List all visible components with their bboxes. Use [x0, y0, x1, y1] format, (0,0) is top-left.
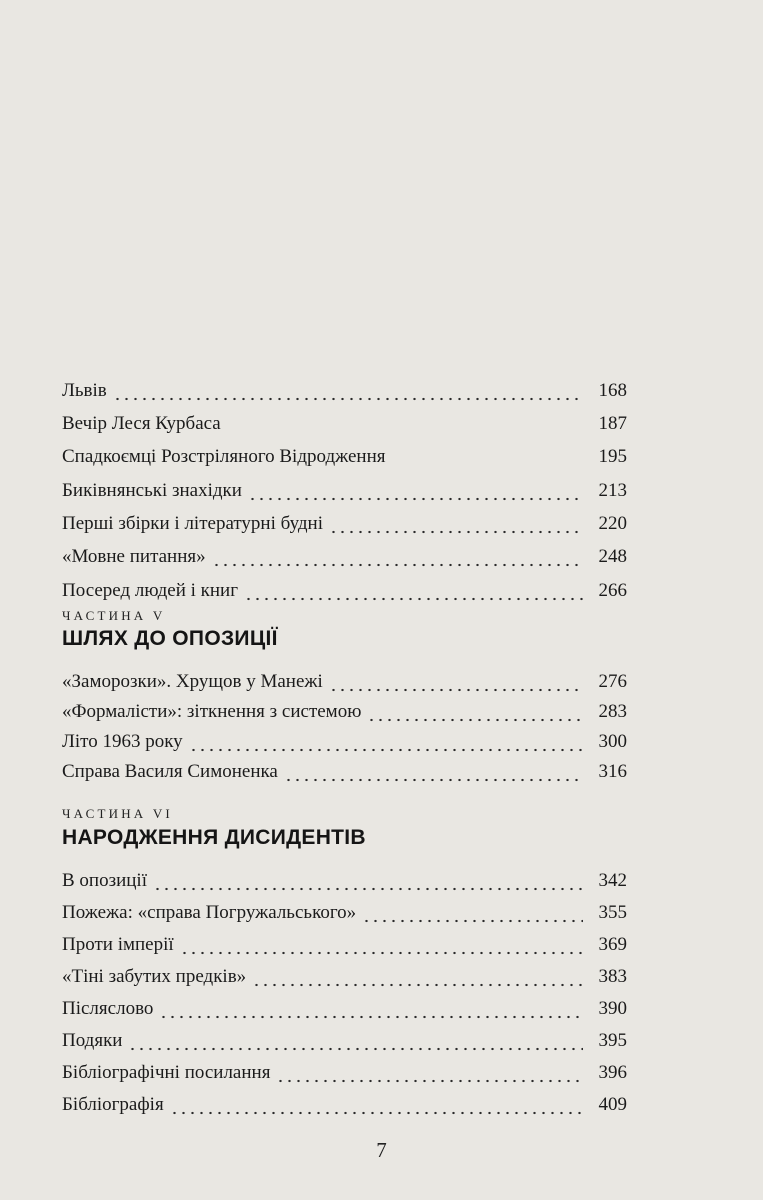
toc-entry-title: Спадкоємці Розстріляного Відродження [62, 446, 386, 467]
toc-entry [62, 538, 627, 568]
dot-leader [159, 998, 583, 1020]
toc-entry-page: 187 [598, 413, 627, 434]
toc-entry [62, 894, 627, 924]
toc-entry-page: 355 [598, 902, 627, 923]
toc-entry-title: «Тіні забутих предків» [62, 966, 247, 987]
toc-entry [62, 572, 627, 602]
dot-leader [367, 701, 583, 723]
toc-entry-title: Посеред людей і книг [62, 580, 239, 601]
toc-entry-title: Львів [62, 380, 107, 401]
part-title: НАРОДЖЕННЯ ДИСИДЕНТІВ [62, 826, 366, 849]
toc-entry-page: 276 [598, 671, 627, 692]
toc-entry-page: 390 [598, 998, 627, 1019]
toc-entry-page: 396 [598, 1062, 627, 1083]
dot-leader [189, 731, 583, 753]
toc-entry-title: Пожежа: «справа Погружальського» [62, 902, 357, 923]
toc-entry [62, 862, 627, 892]
dot-leader [170, 1094, 583, 1116]
toc-entry-title: Післяслово [62, 998, 154, 1019]
toc-entry [62, 505, 627, 535]
toc-entry-title: Биківнянські знахідки [62, 480, 242, 501]
toc-entry-page: 409 [598, 1094, 627, 1115]
toc-entry-title: «Мовне питання» [62, 546, 206, 567]
toc-entry [62, 753, 627, 783]
dot-leader [276, 1062, 583, 1084]
dot-leader [227, 413, 583, 435]
toc-entry [62, 958, 627, 988]
toc-entry [62, 372, 627, 402]
toc-entry-title: В опозиції [62, 870, 147, 891]
toc-entry-title: Літо 1963 року [62, 731, 183, 752]
toc-entry [62, 1022, 627, 1052]
dot-leader [362, 902, 583, 924]
dot-leader [329, 513, 583, 535]
dot-leader [284, 761, 583, 783]
toc-entry-title: «Заморозки». Хрущов у Манежі [62, 671, 323, 692]
part-label: ЧАСТИНА VI [62, 806, 173, 821]
toc-entry-page: 342 [598, 870, 627, 891]
toc-entry-page: 369 [598, 934, 627, 955]
toc-entry-page: 248 [598, 546, 627, 567]
toc-entry-title: Бібліографія [62, 1094, 164, 1115]
dot-leader [153, 870, 583, 892]
toc-entry [62, 472, 627, 502]
dot-leader [212, 546, 583, 568]
toc-entry-title: Бібліографічні посилання [62, 1062, 271, 1083]
toc-entry-title: Перші збірки і літературні будні [62, 513, 323, 534]
toc-entry-page: 395 [598, 1030, 627, 1051]
toc-entry [62, 723, 627, 753]
dot-leader [180, 934, 583, 956]
toc-entry-title: Проти імперії [62, 934, 174, 955]
toc-entry [62, 990, 627, 1020]
toc-entry [62, 693, 627, 723]
toc-entry-page: 283 [598, 701, 627, 722]
toc-entry-title: Вечір Леся Курбаса [62, 413, 221, 434]
toc-entry [62, 1086, 627, 1116]
toc-entry-title: Подяки [62, 1030, 123, 1051]
toc-entry-page: 220 [598, 513, 627, 534]
toc-entry-page: 383 [598, 966, 627, 987]
page-number: 7 [376, 1138, 387, 1162]
toc-entry [62, 1054, 627, 1084]
dot-leader [252, 966, 583, 988]
toc-entry-title: «Формалісти»: зіткнення з системою [62, 701, 362, 722]
toc-entry-title: Справа Василя Симоненка [62, 761, 278, 782]
toc-entry-page: 300 [598, 731, 627, 752]
toc-entry-page: 316 [598, 761, 627, 782]
part-label: ЧАСТИНА V [62, 608, 166, 623]
dot-leader [392, 446, 583, 468]
dot-leader [113, 380, 583, 402]
toc-entry-page: 195 [598, 446, 627, 467]
part-title: ШЛЯХ ДО ОПОЗИЦІЇ [62, 627, 278, 650]
toc-entry [62, 438, 627, 468]
toc-entry [62, 663, 627, 693]
dot-leader [329, 671, 583, 693]
dot-leader [244, 580, 583, 602]
dot-leader [248, 480, 583, 502]
toc-entry-page: 213 [598, 480, 627, 501]
toc-entry-page: 168 [598, 380, 627, 401]
toc-entry [62, 405, 627, 435]
dot-leader [128, 1030, 583, 1052]
toc-entry-page: 266 [598, 580, 627, 601]
toc-entry [62, 926, 627, 956]
